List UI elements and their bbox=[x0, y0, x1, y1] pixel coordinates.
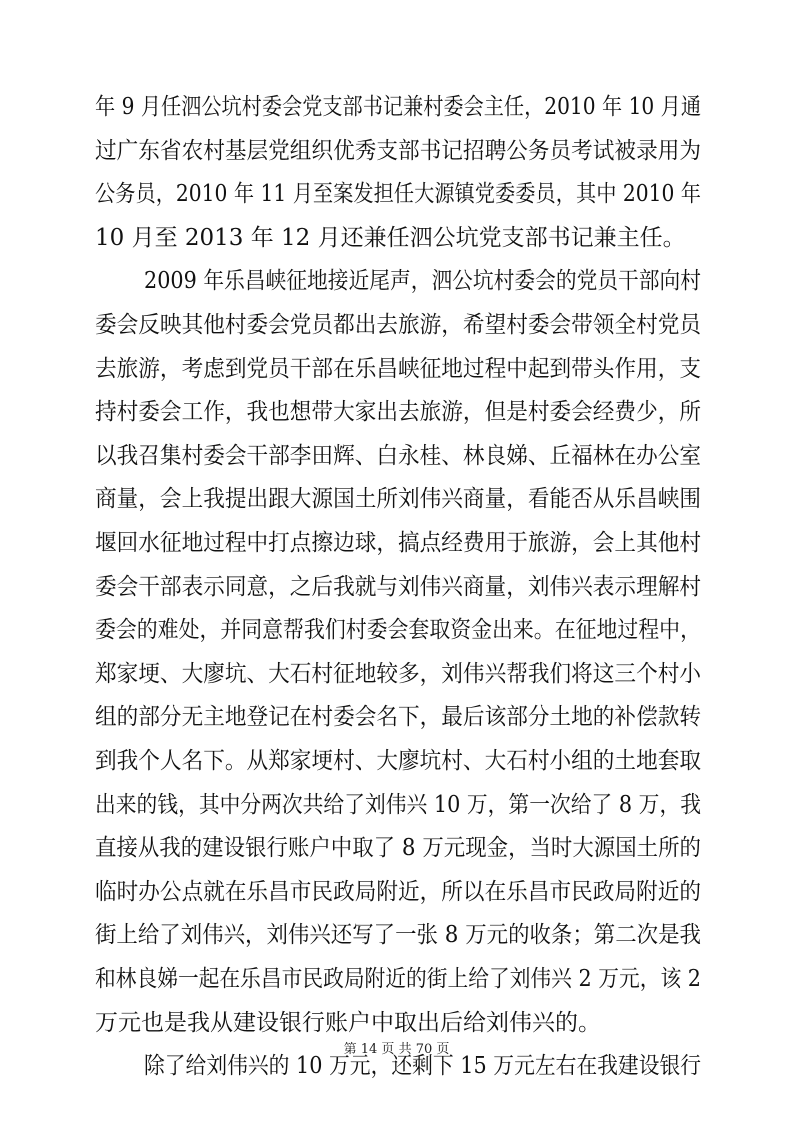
text-line bbox=[0, 958, 793, 1002]
text-line bbox=[0, 827, 793, 871]
text-line-content: 10 月至 2013 年 12 月还兼任泗公坑党支部书记兼主任。 bbox=[95, 224, 686, 251]
text-line bbox=[0, 522, 793, 566]
text-line-content: 堰回水征地过程中打点擦边球，搞点经费用于旅游，会上其他村 bbox=[95, 530, 702, 556]
text-line bbox=[0, 478, 793, 522]
text-line-content: 直接从我的建设银行账户中取了 8 万元现金，当时大源国土所的 bbox=[95, 835, 701, 862]
text-line-content: 街上给了刘伟兴，刘伟兴还写了一张 8 万元的收条；第二次是我 bbox=[95, 922, 701, 949]
text-line bbox=[0, 696, 793, 740]
text-line-content: 2009 年乐昌峡征地接近尾声，泗公坑村委会的党员干部向村 bbox=[144, 268, 702, 295]
text-line-content: 到我个人名下。从郑家埂村、大廖坑村、大石村小组的土地套取 bbox=[95, 748, 702, 774]
text-line-content: 过广东省农村基层党组织优秀支部书记招聘公务员考试被录用为 bbox=[95, 137, 702, 164]
text-line-content: 除了给刘伟兴的 10 万元，还剩下 15 万元左右在我建设银行 bbox=[144, 1053, 702, 1080]
text-line-content: 以我召集村委会干部李田辉、白永桂、林良娣、丘福林在办公室 bbox=[95, 442, 702, 469]
page-footer: 第 14 页 共 70 页 bbox=[343, 1042, 450, 1057]
text-line-content: 年 9 月任泗公坑村委会党支部书记兼村委会主任，2010 年 10 月通 bbox=[95, 94, 702, 120]
text-line-content: 商量，会上我提出跟大源国土所刘伟兴商量，看能否从乐昌峡围 bbox=[95, 486, 702, 513]
text-line-content: 持村委会工作，我也想带大家出去旅游，但是村委会经费少，所 bbox=[95, 399, 702, 426]
text-line-content: 组的部分无主地登记在村委会名下，最后该部分土地的补偿款转 bbox=[95, 704, 702, 731]
text-line bbox=[0, 130, 793, 174]
text-line bbox=[0, 566, 793, 610]
text-line bbox=[0, 914, 793, 958]
text-line-content: 委会干部表示同意，之后我就与刘伟兴商量，刘伟兴表示理解村 bbox=[95, 573, 702, 600]
text-line bbox=[0, 348, 793, 392]
text-line bbox=[0, 609, 793, 653]
text-line bbox=[0, 391, 793, 435]
text-line-content: 和林良娣一起在乐昌市民政局附近的街上给了刘伟兴 2 万元，该 2 bbox=[95, 966, 701, 992]
text-line-content: 委会反映其他村委会党员都出去旅游，希望村委会带领全村党员 bbox=[95, 312, 702, 338]
text-line bbox=[0, 304, 793, 348]
text-line-content: 出来的钱，其中分两次共给了刘伟兴 10 万，第一次给了 8 万，我 bbox=[95, 791, 701, 818]
text-line bbox=[0, 435, 793, 479]
text-line bbox=[0, 217, 793, 261]
text-line bbox=[0, 740, 793, 784]
text-line-content: 委会的难处，并同意帮我们村委会套取资金出来。在征地过程中， bbox=[95, 617, 701, 644]
text-line bbox=[0, 173, 793, 217]
text-line-content: 去旅游，考虑到党员干部在乐昌峡征地过程中起到带头作用，支 bbox=[95, 355, 702, 382]
text-line bbox=[0, 784, 793, 828]
text-line-content: 公务员，2010 年 11 月至案发担任大源镇党委委员，其中 2010 年 bbox=[95, 181, 702, 208]
text-line-content: 万元也是我从建设银行账户中取出后给刘伟兴的。 bbox=[95, 1009, 601, 1036]
text-line bbox=[0, 1002, 793, 1046]
text-line-content: 临时办公点就在乐昌市民政局附近，所以在乐昌市民政局附近的 bbox=[95, 878, 702, 905]
text-line bbox=[0, 653, 793, 697]
text-line bbox=[0, 260, 793, 304]
text-line bbox=[0, 86, 793, 130]
text-line-content: 郑家埂、大廖坑、大石村征地较多，刘伟兴帮我们将这三个村小 bbox=[95, 660, 702, 687]
text-line bbox=[0, 871, 793, 915]
